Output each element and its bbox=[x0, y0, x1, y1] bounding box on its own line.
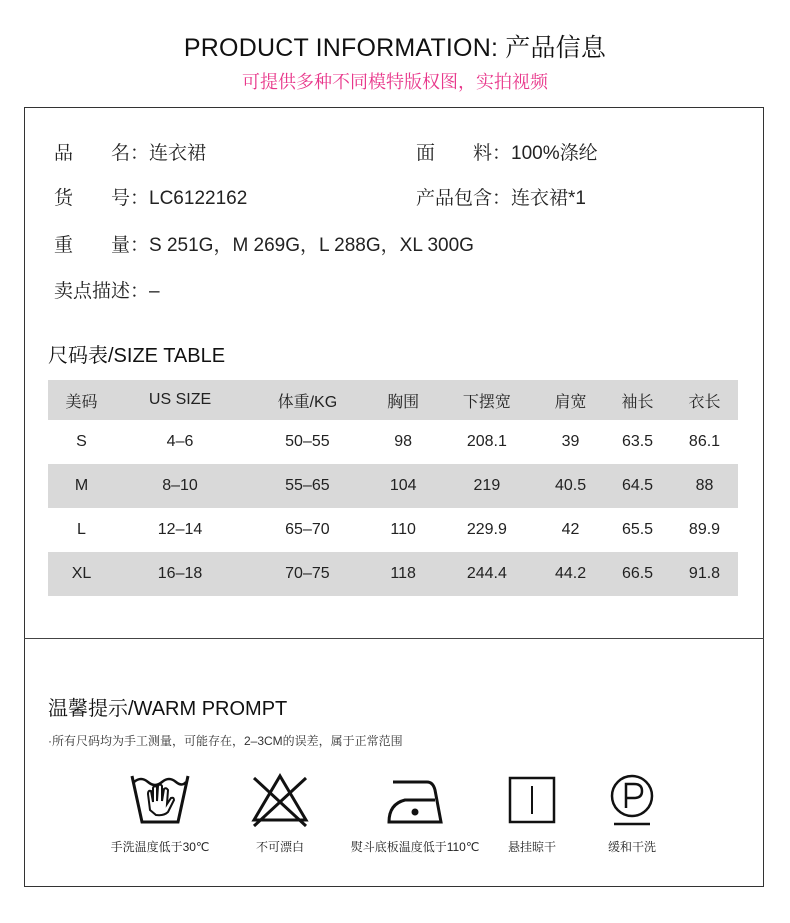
table-cell: 91.8 bbox=[688, 565, 721, 582]
page-title: PRODUCT INFORMATION: 产品信息 bbox=[183, 34, 607, 62]
table-cell: 40.5 bbox=[554, 477, 587, 494]
size-table-header-cell: US SIZE bbox=[148, 391, 212, 408]
table-cell: 4–6 bbox=[166, 433, 194, 450]
size-table-header-cell: 美码 bbox=[65, 393, 98, 411]
iron-icon bbox=[383, 770, 447, 828]
prompt-note: ·所有尺码均为手工测量，可能存在，2–3CM的误差，属于正常范围 bbox=[48, 734, 403, 748]
info-desc-label: 卖点描述： bbox=[54, 281, 150, 302]
care-item-hand-wash bbox=[90, 770, 230, 855]
info-desc bbox=[54, 276, 160, 303]
prompt-title: 温馨提示/WARM PROMPT bbox=[48, 698, 288, 720]
info-sku-label: 货 号： bbox=[54, 188, 150, 209]
table-cell: 244.4 bbox=[466, 565, 507, 582]
table-cell: 219 bbox=[473, 477, 501, 494]
size-table-title: 尺码表/SIZE TABLE bbox=[48, 345, 226, 367]
table-cell: 50–55 bbox=[285, 433, 330, 450]
info-weight-value: S 251G，M 269G，L 288G，XL 300G bbox=[149, 235, 474, 256]
table-cell: 98 bbox=[394, 433, 413, 450]
table-cell: 8–10 bbox=[162, 477, 198, 494]
size-table-header-cell: 胸围 bbox=[387, 393, 420, 411]
table-cell: 55–65 bbox=[285, 477, 330, 494]
care-label-no-bleach: 不可漂白 bbox=[255, 840, 304, 854]
info-includes-value: 连衣裙*1 bbox=[511, 188, 586, 209]
size-table-header bbox=[48, 380, 738, 420]
table-cell: 104 bbox=[389, 477, 417, 494]
info-name bbox=[54, 138, 206, 165]
no-bleach-icon bbox=[248, 770, 312, 828]
size-table-header-cell: 肩宽 bbox=[554, 393, 587, 411]
table-cell: 208.1 bbox=[466, 433, 507, 450]
table-cell: 16–18 bbox=[157, 565, 203, 582]
page-subtitle: 可提供多种不同模特版权图，实拍视频 bbox=[242, 72, 548, 92]
dry-clean-icon bbox=[600, 770, 664, 828]
hang-dry-icon bbox=[500, 770, 564, 828]
info-name-value: 连衣裙 bbox=[149, 143, 207, 164]
size-table-header-cell: 体重/KG bbox=[277, 393, 338, 411]
table-cell: M bbox=[74, 477, 89, 494]
info-fabric-value: 100%涤纶 bbox=[511, 143, 598, 164]
table-cell: 229.9 bbox=[466, 521, 507, 538]
table-cell: XL bbox=[71, 565, 92, 582]
size-table bbox=[48, 380, 738, 596]
info-sku-value: LC6122162 bbox=[149, 188, 248, 209]
care-label-iron: 熨斗底板温度低于110℃ bbox=[350, 840, 480, 854]
table-cell: 70–75 bbox=[285, 565, 330, 582]
table-cell: L bbox=[77, 521, 86, 538]
table-cell: 64.5 bbox=[621, 477, 654, 494]
size-table-header-cell: 下摆宽 bbox=[462, 393, 511, 411]
care-item-no-bleach bbox=[210, 770, 350, 855]
care-label-hand-wash: 手洗温度低于30℃ bbox=[110, 840, 210, 854]
info-sku bbox=[54, 183, 247, 210]
size-table-header-cell: 衣长 bbox=[688, 393, 721, 411]
care-item-dry-clean bbox=[562, 770, 702, 855]
info-weight-label: 重 量： bbox=[54, 235, 150, 256]
table-row bbox=[48, 508, 738, 552]
size-table-header-cell: 袖长 bbox=[621, 393, 654, 411]
care-label-hang-dry: 悬挂晾干 bbox=[507, 840, 556, 854]
table-row bbox=[48, 464, 738, 508]
table-cell: 118 bbox=[390, 565, 416, 582]
info-fabric bbox=[416, 138, 598, 165]
table-cell: 89.9 bbox=[688, 521, 721, 538]
care-label-dry-clean: 缓和干洗 bbox=[607, 840, 656, 854]
table-cell: 110 bbox=[390, 521, 416, 538]
table-cell: 63.5 bbox=[621, 433, 654, 450]
info-desc-value: – bbox=[149, 281, 160, 302]
table-cell: 12–14 bbox=[157, 521, 203, 538]
table-cell: 39 bbox=[561, 433, 580, 450]
info-fabric-label: 面 料： bbox=[416, 143, 512, 164]
table-cell: 44.2 bbox=[554, 565, 587, 582]
table-cell: 42 bbox=[561, 521, 580, 538]
info-weight bbox=[54, 230, 474, 257]
table-cell: S bbox=[76, 433, 87, 450]
info-name-label: 品 名： bbox=[54, 143, 150, 164]
table-cell: 86.1 bbox=[688, 433, 721, 450]
table-cell: 88 bbox=[695, 477, 714, 494]
hand-wash-icon bbox=[128, 770, 192, 828]
table-row bbox=[48, 552, 738, 596]
info-includes-label: 产品包含： bbox=[416, 188, 512, 209]
table-row bbox=[48, 420, 738, 464]
table-cell: 66.5 bbox=[621, 565, 654, 582]
info-includes bbox=[416, 183, 586, 210]
section-divider bbox=[24, 638, 764, 639]
table-cell: 65.5 bbox=[621, 521, 654, 538]
table-cell: 65–70 bbox=[285, 521, 330, 538]
